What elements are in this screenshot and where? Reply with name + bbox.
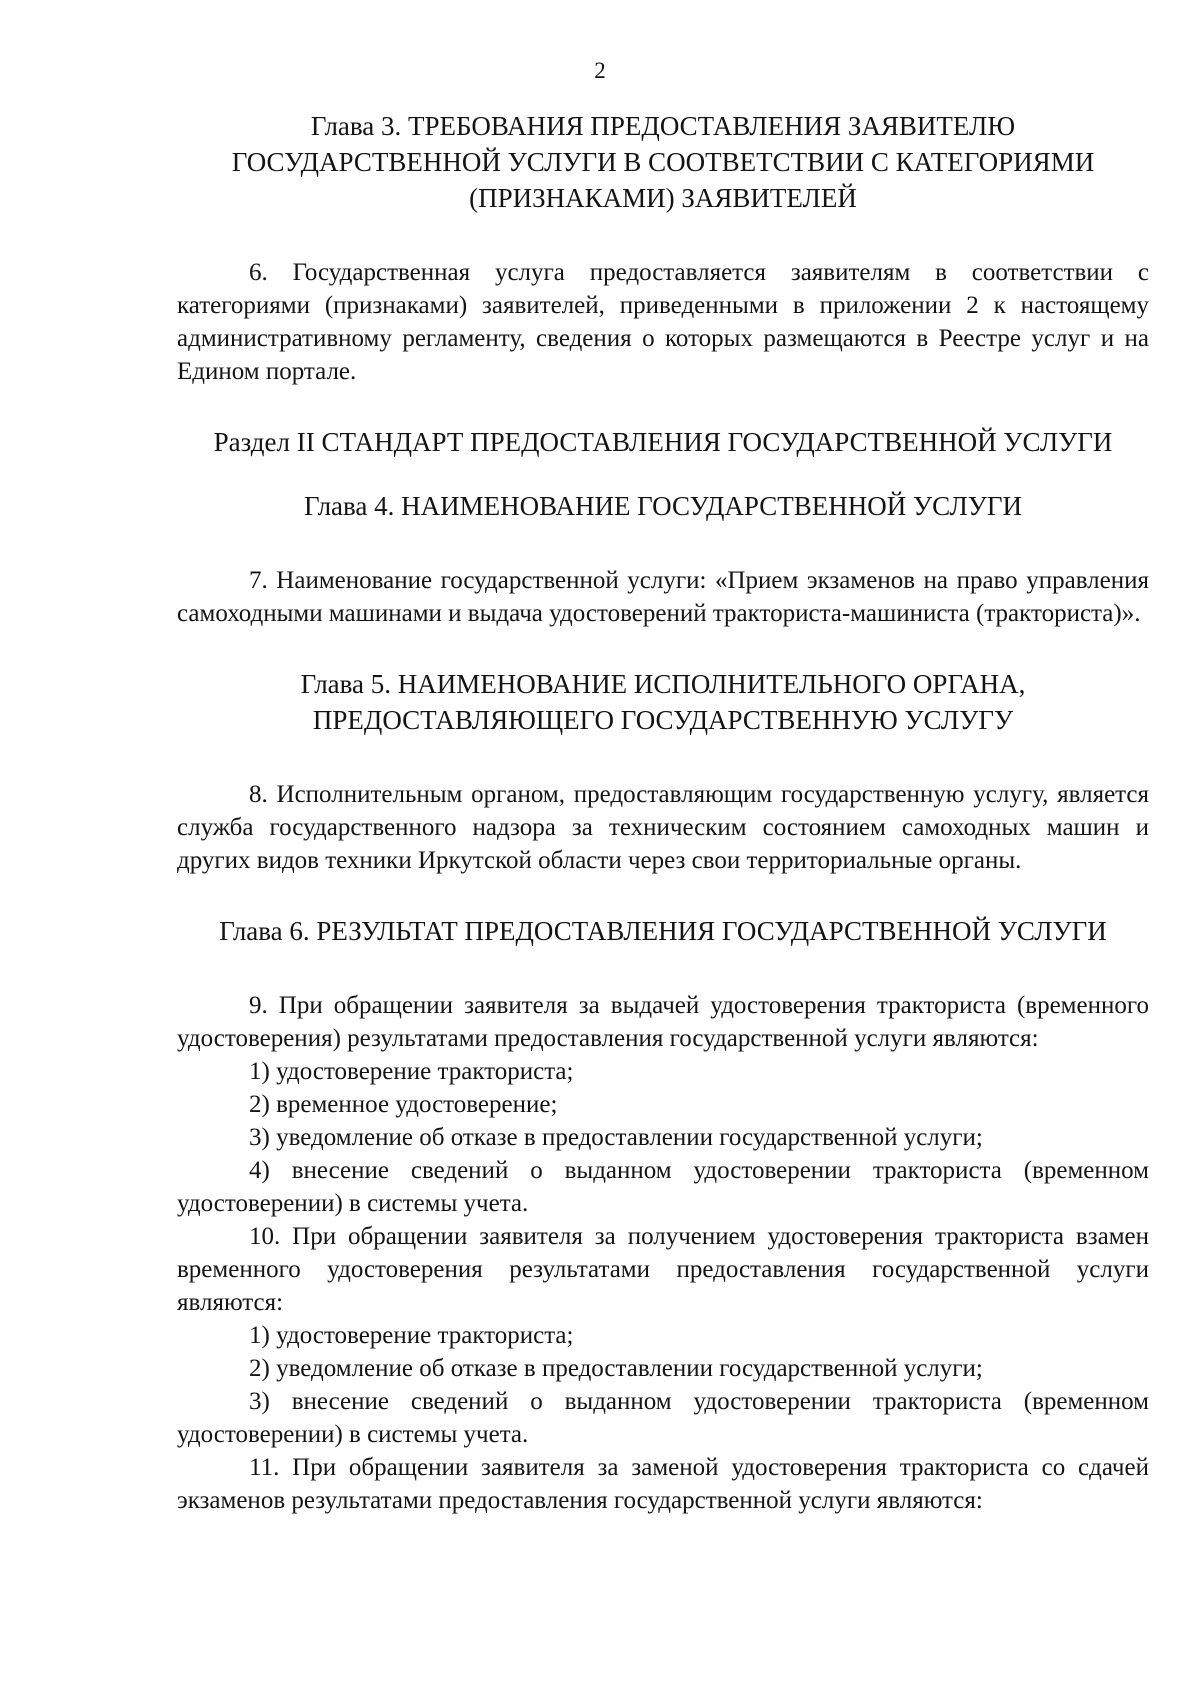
paragraph-10-item: 2) уведомление об отказе в предоставлении государственной услуги;: [249, 1355, 983, 1382]
paragraph-10-intro: 10. При обращении заявителя за получением удостоверения тракториста взамен временного удостоверения результатами предоставления государственной услуги являются:: [177, 1223, 1149, 1316]
chapter-5-heading-line-2: ПРЕДОСТАВЛЯЮЩЕГО ГОСУДАРСТВЕННУЮ УСЛУГУ: [312, 705, 1014, 735]
paragraph-9-item: 3) уведомление об отказе в предоставлении государственной услуги;: [249, 1124, 983, 1151]
document-body: [177, 108, 1149, 1517]
chapter-3-heading-line-2: ГОСУДАРСТВЕННОЙ УСЛУГИ В СООТВЕТСТВИИ С КАТЕГОРИЯМИ: [231, 147, 1095, 177]
chapter-3-heading: [177, 108, 1149, 216]
paragraph-9-item: 2) временное удостоверение;: [249, 1091, 558, 1118]
section-2-heading: Раздел II СТАНДАРТ ПРЕДОСТАВЛЕНИЯ ГОСУДАРСТВЕННОЙ УСЛУГИ: [213, 427, 1113, 457]
chapter-4-heading: Глава 4. НАИМЕНОВАНИЕ ГОСУДАРСТВЕННОЙ УСЛУГИ: [303, 491, 1022, 521]
chapter-6-heading: Глава 6. РЕЗУЛЬТАТ ПРЕДОСТАВЛЕНИЯ ГОСУДАРСТВЕННОЙ УСЛУГИ: [219, 916, 1107, 946]
chapter-3-heading-line-1: Глава 3. ТРЕБОВАНИЯ ПРЕДОСТАВЛЕНИЯ ЗАЯВИТЕЛЮ: [310, 111, 1016, 141]
paragraph-10-item: 1) удостоверение тракториста;: [249, 1322, 574, 1349]
paragraph-10-item: 3) внесение сведений о выданном удостоверении тракториста (временном удостоверении) в системы учета.: [177, 1388, 1149, 1448]
chapter-3-heading-line-3: (ПРИЗНАКАМИ) ЗАЯВИТЕЛЕЙ: [469, 183, 857, 213]
paragraph-6: 6. Государственная услуга предоставляется заявителям в соответствии с категориями (признаками) заявителей, приведенными в приложении 2 к настоящему административному регламенту, сведения о которых размещаются в Реестре услуг и на Едином портале.: [177, 259, 1149, 385]
paragraph-8: 8. Исполнительным органом, предоставляющим государственную услугу, является служба государственного надзора за техническим состоянием самоходных машин и других видов техники Иркутской области через свои территориальные органы.: [177, 781, 1149, 874]
chapter-5-heading-line-1: Глава 5. НАИМЕНОВАНИЕ ИСПОЛНИТЕЛЬНОГО ОРГАНА,: [300, 669, 1026, 699]
chapter-5-heading: [177, 666, 1149, 738]
paragraph-7: 7. Наименование государственной услуги: «Прием экзаменов на право управления самоходными машинами и выдача удостоверений тракториста-машиниста (тракториста)».: [177, 567, 1149, 627]
page-number: 2: [594, 58, 606, 83]
paragraph-9-item: 1) удостоверение тракториста;: [249, 1058, 574, 1085]
paragraph-9-intro: 9. При обращении заявителя за выдачей удостоверения тракториста (временного удостоверения) результатами предоставления государственной услуги являются:: [177, 992, 1149, 1052]
paragraph-9-item: 4) внесение сведений о выданном удостоверении тракториста (временном удостоверении) в системы учета.: [177, 1157, 1149, 1217]
paragraph-11-intro: 11. При обращении заявителя за заменой удостоверения тракториста со сдачей экзаменов результатами предоставления государственной услуги являются:: [177, 1454, 1149, 1514]
